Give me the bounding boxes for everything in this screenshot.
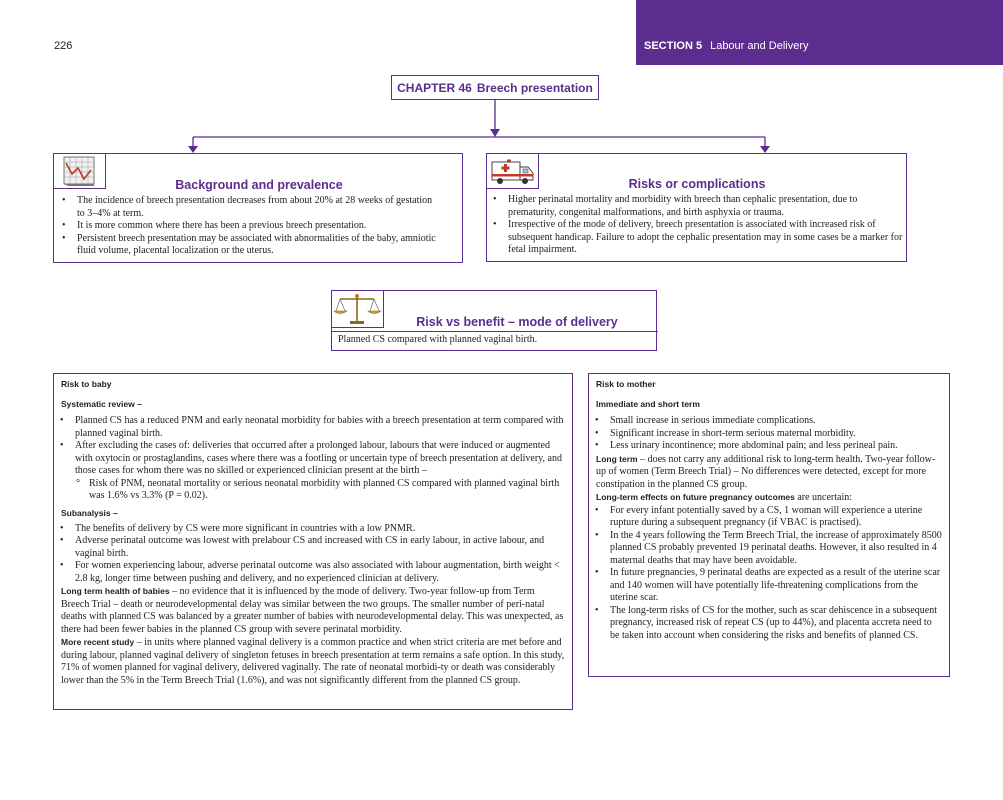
list-item: • Persistent breech presentation may be associated with abnormalities of the baby, amniotic fluid volume, placental localization or the uterus. <box>56 233 436 258</box>
ambulance-icon <box>486 153 539 189</box>
future-pregnancy-paragraph <box>596 491 942 505</box>
chapter-label: CHAPTER 46 <box>397 80 472 95</box>
list-item: • In the 4 years following the Term Breech Trial, the increase of approximately 8500 planned CS probably prevented 19 perinatal deaths. However, it also resulted in 4 maternal deaths that may have been avoidable. <box>589 530 942 568</box>
list-item: • Higher perinatal mortality and morbidity with breech than cephalic presentation, due to prematurity, congenital malformations, and birth asphyxia or trauma. <box>487 194 903 219</box>
list-item: • Small increase in serious immediate complications. <box>589 415 942 428</box>
recent-study-paragraph <box>61 636 565 687</box>
background-title: Background and prevalence <box>175 178 343 192</box>
future-pregnancy-label: Long-term effects on future pregnancy outcomes <box>596 492 795 502</box>
risk-benefit-title: Risk vs benefit – mode of delivery <box>416 315 618 329</box>
systematic-subbullets <box>54 478 565 503</box>
immediate-bullets <box>589 415 942 453</box>
list-item: • For every infant potentially saved by a CS, 1 woman will experience a uterine rupture during a subsequent pregnancy (if VBAC is practised). <box>589 505 942 530</box>
list-item: • After excluding the cases of: deliveries that occurred after a prolonged labour, labours that were induced or augmented with oxytocin or prostaglandins, cases where there was a footling or uncertain type of breech presentation at delivery, and those cases for whom there was no skilled or experienced clinician present at the birth – <box>54 440 565 478</box>
recent-study-text: – in units where planned vaginal delivery is a common practice and when strict criteria are met before and during labour, planned vaginal delivery of singleton fetuses in breech presentation at term remains a safe option. In this study, 71% of women planned for vaginal delivery, delivered vaginally. The rate of neonatal morbidi-ty or death was considerably lower than the 5% in the Term Breech Trial (1.6%), and was not significantly different from the planned CS group. <box>61 637 565 686</box>
immediate-label: Immediate and short term <box>596 399 700 409</box>
list-item: • In future pregnancies, 9 perinatal deaths are expected as a result of the uterine scar and 140 women will have potentially life-threatening complications from the uterine scar. <box>589 567 942 605</box>
risks-bullets <box>487 194 903 257</box>
list-item: • Planned CS has a reduced PNM and early neonatal morbidity for babies with a breech presentation at term compared with planned vaginal birth. <box>54 415 565 440</box>
risks-title: Risks or complications <box>628 177 766 191</box>
list-item: • Adverse perinatal outcome was lowest with prelabour CS and increased with CS in early labour, in active labour, and vaginal birth. <box>54 535 565 560</box>
long-term-babies-paragraph <box>61 585 565 636</box>
background-bullets <box>56 195 436 258</box>
grid-chart-icon <box>53 153 106 189</box>
risk-to-mother-box <box>588 373 950 677</box>
subanalysis-label: Subanalysis – <box>61 507 118 518</box>
list-item: • The benefits of delivery by CS were more significant in countries with a low PNMR. <box>54 523 565 536</box>
long-term-babies-text: – no evidence that it is influenced by the mode of delivery. Two-year follow-up from Term Breech Trial – death or neurodevelopmental delay was similar between the two groups. The smaller number of peri-natal deaths with planned CS was balanced by a greater number of babies with neurodevelopmental delay. This was unexpected, as there had been fewer babies in the planned CS group with severe perinatal morbidity. <box>61 586 564 635</box>
mother-long-term-label: Long term <box>596 453 638 464</box>
list-item: • The long-term risks of CS for the mother, such as scar dehiscence in a subsequent pregnancy, increased risk of repeat CS (up to 44%), and placenta accreta need to be taken into account when considering the risks and benefits of planned CS. <box>589 605 942 643</box>
list-item: • It is more common where there has been a previous breech presentation. <box>56 220 436 233</box>
section-title: Labour and Delivery <box>710 40 809 52</box>
list-item: • Irrespective of the mode of delivery, breech presentation is associated with increased risk of subsequent handicap. Failure to adopt the cephalic presentation may in some cases be a marker for fetal impairment. <box>487 219 903 257</box>
risk-benefit-box <box>331 290 657 351</box>
risks-complications-box <box>486 153 907 262</box>
section-label: SECTION 5 <box>644 40 703 52</box>
mother-long-term-text: – does not carry any additional risk to long-term health. Two-year follow-up of women (Term Breech Trial) – No differences were detected, except for more constipation in the planned CS group. <box>596 453 936 490</box>
subanalysis-bullets <box>54 523 565 586</box>
baby-heading: Risk to baby <box>61 379 112 389</box>
risk-benefit-text: Planned CS compared with planned vaginal birth. <box>332 331 658 351</box>
list-item: • Less urinary incontinence; more abdominal pain; and less perineal pain. <box>589 440 942 453</box>
mother-long-term-paragraph <box>596 453 942 492</box>
background-prevalence-box <box>53 153 463 263</box>
systematic-bullets <box>54 415 565 478</box>
list-item: • For women experiencing labour, adverse perinatal outcome was also associated with labour augmentation, birth weight < 2.8 kg, longer time between pushing and delivery, and no experienced clinician at delivery. <box>54 560 565 585</box>
long-term-babies-label: Long term health of babies <box>61 586 170 596</box>
chapter-title: Breech presentation <box>476 80 593 95</box>
recent-study-label: More recent study <box>61 637 135 647</box>
balance-scale-icon <box>331 290 384 328</box>
list-item: ° Risk of PNM, neonatal mortality or serious neonatal morbidity with planned CS compared with planned vaginal birth was 1.6% vs 3.3% (P = 0.02). <box>54 478 565 503</box>
list-item: • The incidence of breech presentation decreases from about 20% at 28 weeks of gestation to 3–4% at term. <box>56 195 436 220</box>
future-pregnancy-text: are uncertain: <box>794 492 853 503</box>
page-number: 226 <box>54 40 73 52</box>
flow-connectors <box>0 0 1003 160</box>
risk-to-baby-box <box>53 373 573 710</box>
future-bullets <box>589 505 942 643</box>
systematic-review-label: Systematic review – <box>61 399 142 409</box>
mother-heading: Risk to mother <box>596 379 656 389</box>
list-item: • Significant increase in short-term serious maternal morbidity. <box>589 428 942 441</box>
